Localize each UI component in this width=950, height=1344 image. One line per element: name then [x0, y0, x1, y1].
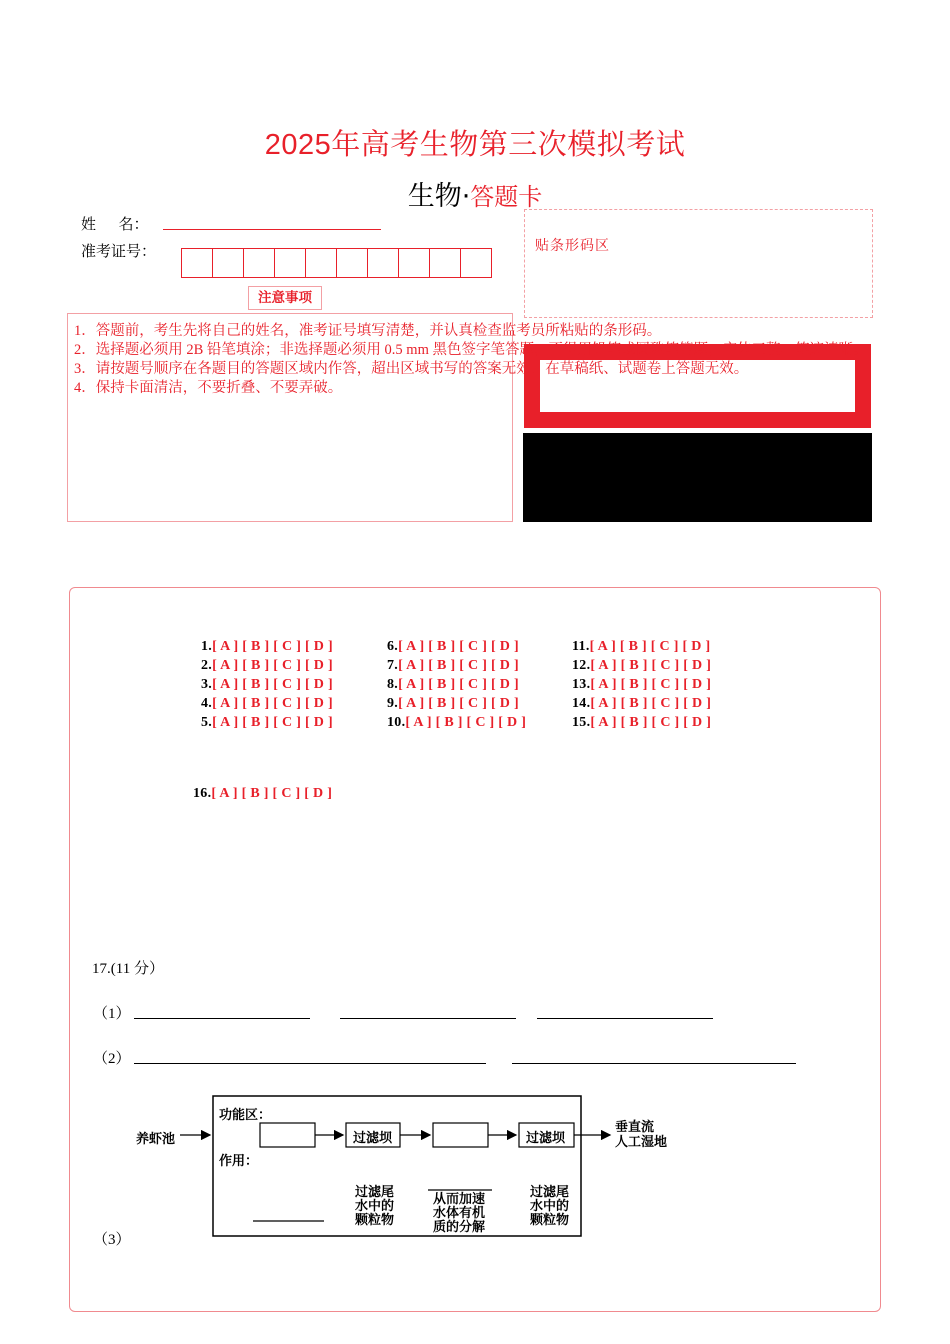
page-subtitle [0, 174, 950, 213]
page-title: 2025年高考生物第三次模拟考试 [264, 129, 686, 161]
notice-item-3: 3．请按题号顺序在各题目的答题区域内作答，超出区域书写的答案无效；在草稿纸、试题卷上答题无效。 [74, 361, 749, 377]
exam-id-grid[interactable] [181, 248, 492, 278]
mc-q8-options[interactable]: [ A ] [ B ] [ C ] [ D ] [398, 677, 519, 692]
mc-q10[interactable] [387, 715, 526, 731]
mc-q4-options[interactable]: [ A ] [ B ] [ C ] [ D ] [212, 696, 333, 711]
mc-q8-number: 8. [387, 677, 399, 692]
mc-q12-options[interactable]: [ A ] [ B ] [ C ] [ D ] [590, 658, 712, 673]
diagram-role-3-line: 过滤尾 [530, 1185, 570, 1200]
blank-zone-1[interactable] [260, 1123, 315, 1147]
mc-q7-options[interactable]: [ A ] [ B ] [ C ] [ D ] [398, 658, 519, 673]
notice-item-1: 1．答题前，考生先将自己的姓名，准考证号填写清楚，并认真检查监考员所粘贴的条形码。 [74, 323, 662, 339]
mc-q11[interactable] [572, 639, 710, 655]
mc-q2-number: 2. [201, 658, 213, 673]
exam-id-cell[interactable] [337, 249, 368, 277]
mc-q5-number: 5. [201, 715, 213, 730]
diagram-role-2-line: 质的分解 [433, 1220, 486, 1235]
q17-part1-blank-2[interactable] [340, 1017, 516, 1019]
notice-item-4: 4．保持卡面清洁，不要折叠、不要弄破。 [74, 380, 343, 396]
notice-item-2: 2．选择题必须用 2B 铅笔填涂；非选择题必须用 0.5 mm 黑色签字笔答题，不得用铅笔或圆珠笔答题；字体工整、笔迹清晰。 [74, 342, 868, 358]
exam-id-cell[interactable] [213, 249, 244, 277]
blank-zone-2[interactable] [433, 1123, 488, 1147]
diagram-role-3-line: 颗粒物 [530, 1213, 570, 1228]
mc-q12[interactable] [572, 658, 711, 674]
exam-id-cell[interactable] [182, 249, 213, 277]
mc-q11-number: 11. [572, 639, 590, 654]
mc-q16-number: 16. [193, 786, 212, 801]
diagram-role-2-line: 水体有机 [433, 1206, 486, 1221]
q17-part3-label: （3） [93, 1232, 131, 1248]
diagram-role-1 [355, 1186, 394, 1228]
mc-q13-options[interactable]: [ A ] [ B ] [ C ] [ D ] [590, 677, 712, 692]
mc-q11-options[interactable]: [ A ] [ B ] [ C ] [ D ] [589, 639, 711, 654]
mc-q4-number: 4. [201, 696, 213, 711]
diagram-role-3 [530, 1186, 569, 1228]
wetland-diagram-svg [130, 1090, 690, 1240]
diagram-role-3-line: 水中的 [530, 1199, 570, 1214]
mc-q7-number: 7. [387, 658, 399, 673]
mc-q6[interactable] [387, 639, 519, 655]
diagram-dam-1: 过滤坝 [353, 1131, 393, 1146]
mc-q4[interactable] [201, 696, 333, 712]
mc-q16-options[interactable]: [ A ] [ B ] [ C ] [ D ] [211, 786, 333, 801]
mc-q3-options[interactable]: [ A ] [ B ] [ C ] [ D ] [212, 677, 333, 692]
exam-id-cell[interactable] [275, 249, 306, 277]
diagram-role-1-line: 过滤尾 [355, 1185, 395, 1200]
mc-q9-number: 9. [387, 696, 399, 711]
mc-q5-options[interactable]: [ A ] [ B ] [ C ] [ D ] [212, 715, 333, 730]
diagram-role-label: 作用： [219, 1154, 259, 1169]
mc-q10-number: 10. [387, 715, 406, 730]
mc-q14-number: 14. [572, 696, 591, 711]
subtitle-subject: 生物· [407, 181, 471, 212]
q17-part2-label: （2） [93, 1051, 131, 1067]
mc-q15-number: 15. [572, 715, 591, 730]
mc-q13-number: 13. [572, 677, 591, 692]
exam-id-cell[interactable] [399, 249, 430, 277]
mc-q14[interactable] [572, 696, 711, 712]
q17-part1-blank-3[interactable] [537, 1017, 713, 1019]
mc-q12-number: 12. [572, 658, 591, 673]
mc-q14-options[interactable]: [ A ] [ B ] [ C ] [ D ] [590, 696, 712, 711]
diagram-role-2 [433, 1193, 485, 1235]
exam-id-cell[interactable] [430, 249, 461, 277]
mc-q1[interactable] [201, 639, 333, 655]
q17-part1-blank-1[interactable] [134, 1017, 310, 1019]
mc-q1-number: 1. [201, 639, 213, 654]
mc-q3[interactable] [201, 677, 333, 693]
diagram-destination-line1: 垂直流 [615, 1120, 655, 1135]
diagram-role-2-line: 从而加速 [433, 1192, 486, 1207]
name-field[interactable] [163, 228, 381, 230]
mc-q2[interactable] [201, 658, 333, 674]
mc-q16[interactable] [193, 786, 332, 802]
q17-title: 17.(11 分） [92, 961, 164, 977]
mc-q13[interactable] [572, 677, 711, 693]
name-label: 姓 名： [81, 217, 149, 233]
wetland-diagram [130, 1090, 690, 1240]
diagram-destination-line2: 人工湿地 [615, 1135, 668, 1150]
diagram-role-1-line: 水中的 [355, 1199, 395, 1214]
exam-id-cell[interactable] [306, 249, 337, 277]
mc-q5[interactable] [201, 715, 333, 731]
mc-q6-options[interactable]: [ A ] [ B ] [ C ] [ D ] [398, 639, 519, 654]
mc-q6-number: 6. [387, 639, 399, 654]
mc-q7[interactable] [387, 658, 519, 674]
mc-q9[interactable] [387, 696, 519, 712]
mc-q15[interactable] [572, 715, 711, 731]
mc-q9-options[interactable]: [ A ] [ B ] [ C ] [ D ] [398, 696, 519, 711]
exam-id-cell[interactable] [461, 249, 491, 277]
q17-part2-blank-1[interactable] [134, 1062, 486, 1064]
mc-q2-options[interactable]: [ A ] [ B ] [ C ] [ D ] [212, 658, 333, 673]
diagram-function-label: 功能区： [219, 1108, 272, 1123]
mc-q15-options[interactable]: [ A ] [ B ] [ C ] [ D ] [590, 715, 712, 730]
subtitle-card: 答题卡 [470, 183, 543, 211]
notice-tag: 注意事项 [248, 286, 322, 310]
exam-id-label: 准考证号： [81, 244, 157, 260]
diagram-role-1-line: 颗粒物 [355, 1213, 395, 1228]
mc-q1-options[interactable]: [ A ] [ B ] [ C ] [ D ] [212, 639, 333, 654]
diagram-dam-2: 过滤坝 [526, 1131, 566, 1146]
barcode-area [524, 209, 873, 318]
q17-part1-label: （1） [93, 1006, 131, 1022]
diagram-destination [615, 1120, 667, 1150]
barcode-label: 贴条形码区 [535, 239, 610, 254]
mc-q10-options[interactable]: [ A ] [ B ] [ C ] [ D ] [405, 715, 527, 730]
mc-q3-number: 3. [201, 677, 213, 692]
redacted-block [523, 433, 872, 522]
mc-q8[interactable] [387, 677, 519, 693]
q17-part2-blank-2[interactable] [512, 1062, 796, 1064]
diagram-source: 养虾池 [136, 1132, 176, 1147]
exam-id-cell[interactable] [368, 249, 399, 277]
exam-id-cell[interactable] [244, 249, 275, 277]
